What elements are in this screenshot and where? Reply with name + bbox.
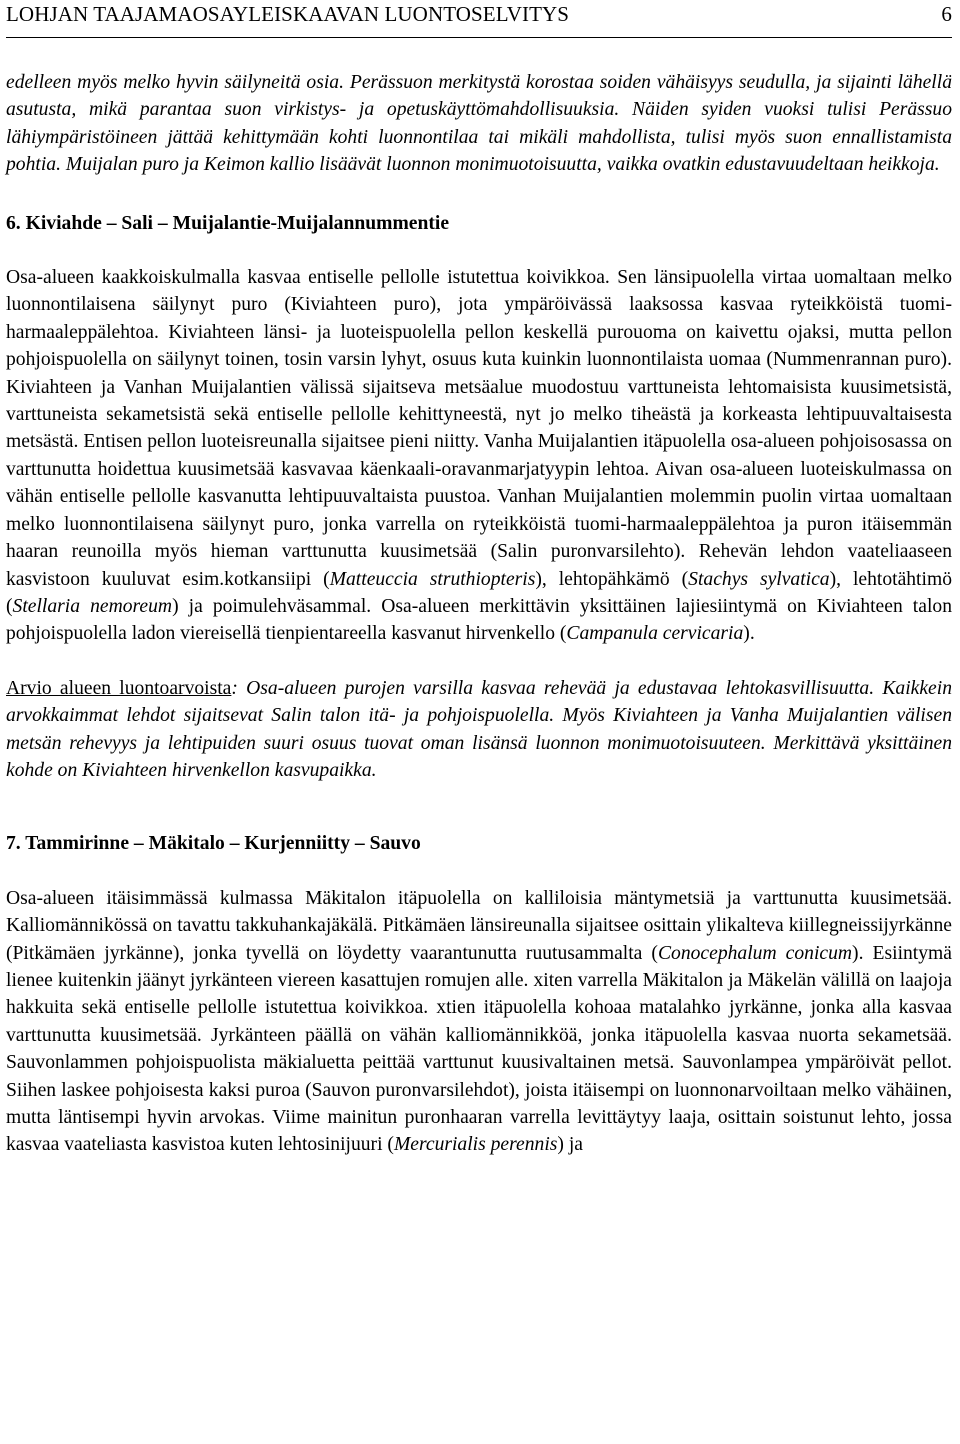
running-header xyxy=(6,0,952,27)
page-number: 6 xyxy=(941,2,952,26)
assessment-label: Arvio alueen luontoarvoista xyxy=(6,677,232,699)
header-rule xyxy=(6,37,952,38)
text-run: ), lehtotähtimö ( xyxy=(6,568,952,617)
species-name: Stachys sylvatica xyxy=(688,568,830,590)
section-7-body xyxy=(6,885,952,1159)
text-run: Osa-alueen itäisimmässä kulmassa Mäkitalon itäpuolella on kalliloisia mäntymetsiä ja varttunutta kuusimetsää. Kalliomännikössä on tavattu takkuhankajäkälä. Pitkämäen länsireunalla sijaitsee osittain ylikalteva kiillegneissijyrkänne (Pitkämäen jyrkänne), jonka tyvellä on löydetty vaarantunutta ruutusammalta ( xyxy=(6,887,952,964)
species-name: Stellaria nemoreum xyxy=(12,595,173,617)
assessment-colon: : xyxy=(231,677,238,699)
text-run: Osa-alueen kaakkoiskulmalla kasvaa entiselle pellolle istutettua koivikkoa. Sen länsipuolella virtaa uomaltaan melko luonnontilaisena säilynyt puro (Kiviahteen puro), jota ympäröivässä laaksossa kasvaa ryteikköistä tuomi-harmaaleppälehtoa. Kiviahteen länsi- ja luoteispuolella pellon keskellä purouoma on kaivettu ojaksi, mutta pellon pohjoispuolella on säilynyt toinen, tosin varsin lyhyt, osuus kuta kuinkin luonnontilaista uomaa (Nummenrannan puro). Kiviahteen ja Vanhan Muijalantien välissä sijaitseva metsäalue muodostuu varttuneista lehtomaisista kuusimetsistä, varttuneista sekametsistä sekä entiselle pellolle kehittyneestä, nyt jo melko tiheästä ja korkeasta lehtipuuvaltaisesta metsästä. Entisen pellon luoteisreunalla sijaitsee pieni niitty. Vanha Muijalantien itäpuolella osa-alueen pohjoisosassa on varttunutta hoidettua kuusimetsää kasvavaa käenkaali-oravanmarjatyypin lehtoa. Aivan osa-alueen luoteiskulmassa on vähän entiselle pellolle kasvanutta lehtipuuvaltaista puustoa. Vanhan Muijalantien molemmin puolin virtaa uomaltaan melko luonnontilaisena säilynyt puro, jonka varrella on ryteikköistä tuomi-harmaaleppälehtoa ja puron itäisemmän haaran reunoilla myös hieman varttunutta kuusimetsää (Salin puronvarsilehto). Rehevän lehdon vaateliaaseen kasvistoon kuuluvat esim.kotkansiipi ( xyxy=(6,267,952,590)
document-title: LOHJAN TAAJAMAOSAYLEISKAAVAN LUONTOSELVITYS xyxy=(6,2,570,26)
text-run: ), lehtopähkämö ( xyxy=(535,568,689,590)
species-name: Mercurialis perennis xyxy=(393,1134,558,1156)
species-name: Conocephalum conicum xyxy=(657,942,853,964)
text-run: ). xyxy=(743,623,755,645)
text-run: ) ja xyxy=(557,1134,583,1156)
species-name: Matteuccia struthiopteris xyxy=(329,568,536,590)
text-run: ) ja poimulehväsammal. Osa-alueen merkittävin yksittäinen lajiesiintymä on Kiviahteen talon pohjoispuolella ladon viereisellä tienpientareella kasvanut hirvenkello ( xyxy=(6,595,952,645)
section-7-heading: 7. Tammirinne – Mäkitalo – Kurjenniitty – Sauvo xyxy=(6,833,421,855)
species-name: Campanula cervicaria xyxy=(566,623,744,645)
assessment-text: Osa-alueen purojen varsilla kasvaa rehevää ja edustavaa lehtokasvillisuutta. Kaikkein arvokkaimmat lehdot sijaitsevat Salin talon itä- ja pohjoispuolella. Myös Kiviahteen ja Vanha Muijalantien välisen metsän rehevyys ja lehtipuiden suuri osuus tuovat oman lisänsä luonnon monimuotoisuuteen. Merkittävä yksittäinen kohde on Kiviahteen hirvenkellon kasvupaikka. xyxy=(6,677,952,781)
text-run: ). Esiintymä lienee kuitenkin jäänyt jyrkänteen viereen kasattujen romujen alle. xiten varrella Mäkitalon ja Mäkelän välillä on laajoja hakkuita sekä entiselle pellolle istutettua koivikkoa. xtien itäpuolella kohoaa matalahko jyrkänne, jonka alla kasvaa varttunutta kuusimetsää. Jyrkänteen päällä on vähän kalliomännikköä, jonka itäpuolella kasvaa nuorta sekametsää. Sauvonlammen pohjoispuolista mäkialuetta peittää varttunut kuusivaltainen metsä. Sauvonlampea ympäröivät pellot. Siihen laskee pohjoisesta kaksi puroa (Sauvon puronvarsilehdot), joista itäisempi on luonnonarvoiltaan melko vähäinen, mutta läntisempi hyvin arvokas. Viime mainitun puronhaaran varrella levittäytyy laaja, osittain soistunut lehto, jossa kasvaa vaateliasta kasvistoa kuten lehtosinijuuri ( xyxy=(6,942,952,1156)
intro-paragraph: edelleen myös melko hyvin säilyneitä osia. Perässuon merkitystä korostaa soiden vähäisyys seudulla, ja sijainti lähellä asutusta, mikä parantaa suon virkistys- ja opetuskäyttömahdollisuuksia. Näiden syiden vuoksi tulisi Perässuo lähiympäristöineen jättää kehittymään kohti luonnontilaa tai mikäli mahdollista, tulisi myös suon ennallistamista pohtia. Muijalan puro ja Keimon kallio lisäävät luonnon monimuotoisuutta, vaikka ovatkin edustavuudeltaan heikkoja. xyxy=(6,72,952,176)
section-6-assessment xyxy=(6,675,952,785)
section-6-heading: 6. Kiviahde – Sali – Muijalantie-Muijalannummentie xyxy=(6,212,450,234)
section-6-body xyxy=(6,264,952,648)
